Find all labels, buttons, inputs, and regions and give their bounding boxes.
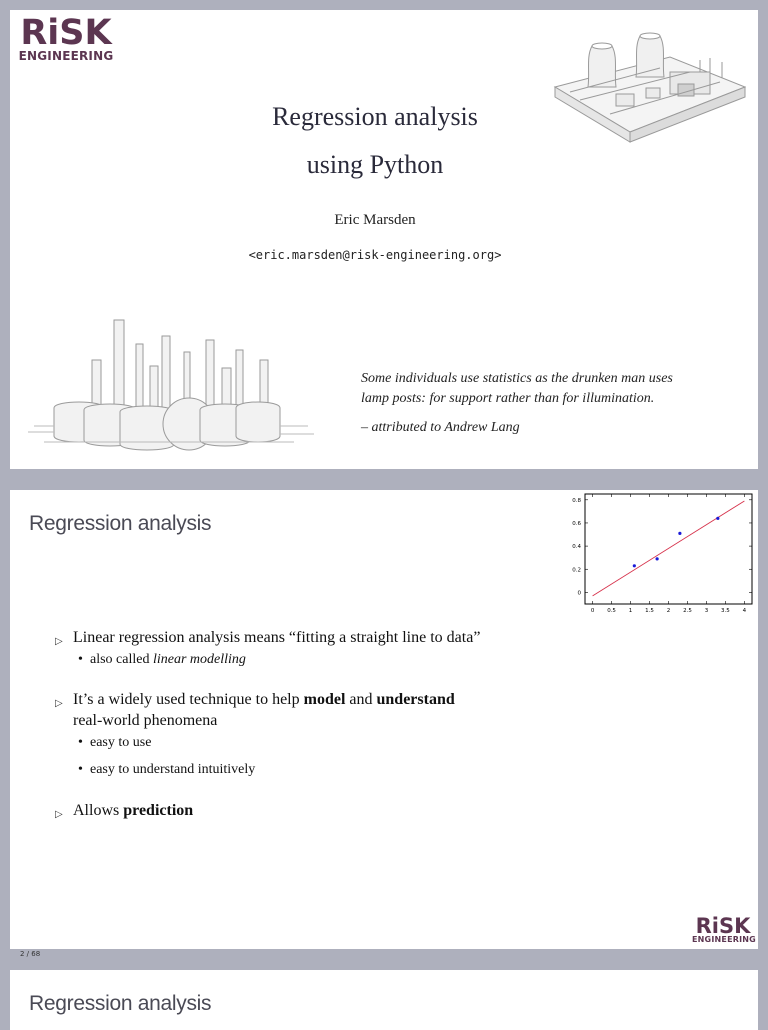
- triangle-bullet-icon: ▷: [55, 698, 63, 709]
- quote-attribution: – attributed to Andrew Lang: [361, 420, 520, 435]
- presentation-title-line1: Regression analysis: [272, 102, 478, 131]
- slide-title: Regression analysis: [29, 992, 212, 1015]
- x-tick-label: 2: [666, 608, 671, 614]
- triangle-bullet-icon: ▷: [55, 809, 63, 820]
- next-slide: [10, 970, 758, 1030]
- y-tick-label: 0.8: [572, 497, 581, 504]
- data-point: [716, 517, 719, 520]
- dot-bullet-icon: •: [78, 762, 83, 777]
- regression-scatter-chart: [566, 490, 758, 616]
- regression-line: [593, 501, 745, 596]
- triangle-bullet-icon: ▷: [55, 636, 63, 647]
- y-tick-label: 0: [577, 590, 581, 597]
- dot-bullet-icon: •: [78, 652, 83, 667]
- x-tick-label: 1: [628, 608, 633, 614]
- risk-engineering-logo: RiSK ENGINEERING: [18, 13, 114, 63]
- x-tick-label: 3.5: [721, 608, 730, 614]
- data-point: [656, 557, 659, 560]
- y-tick-label: 0.6: [572, 520, 581, 527]
- refinery-illustration: [24, 316, 314, 452]
- data-point: [633, 564, 636, 567]
- dot-bullet-icon: •: [78, 735, 83, 750]
- x-tick-label: 3: [704, 608, 709, 614]
- presentation-title-line2: using Python: [306, 150, 444, 179]
- x-tick-label: 2.5: [683, 608, 692, 614]
- x-tick-label: 0: [590, 608, 595, 614]
- x-tick-label: 0.5: [607, 608, 616, 614]
- slide-title: Regression analysis: [29, 512, 212, 535]
- y-tick-label: 0.4: [572, 544, 581, 551]
- title-slide: [10, 10, 758, 469]
- quote-text: Some individuals use statistics as the drunken man uses lamp posts: for support rather than for illumination.: [361, 371, 673, 406]
- risk-engineering-logo: RiSK ENGINEERING: [692, 914, 756, 944]
- page-number: 2 / 68: [20, 950, 41, 958]
- author-name: Eric Marsden: [334, 212, 416, 228]
- y-tick-label: 0.2: [572, 567, 581, 574]
- content-slide: Regression analysis 0 0.5 1 1.5 2 2.5 3 3.5 4 0 0.2 0.4 0.6 0.8 ▷ Linear regression analysis means “fitting a straight line to data” • also called linear modelling ▷ It’s a widely used technique to help model and understand real-world phenomena • easy to use • easy to understand intuitively ▷ Allows prediction RiSK ENGINEERING: [10, 490, 758, 949]
- data-point: [678, 532, 681, 535]
- author-email: <eric.marsden@risk-engineering.org>: [248, 248, 502, 262]
- chart-frame: [585, 494, 752, 604]
- x-tick-label: 4: [742, 608, 747, 614]
- x-tick-label: 1.5: [645, 608, 654, 614]
